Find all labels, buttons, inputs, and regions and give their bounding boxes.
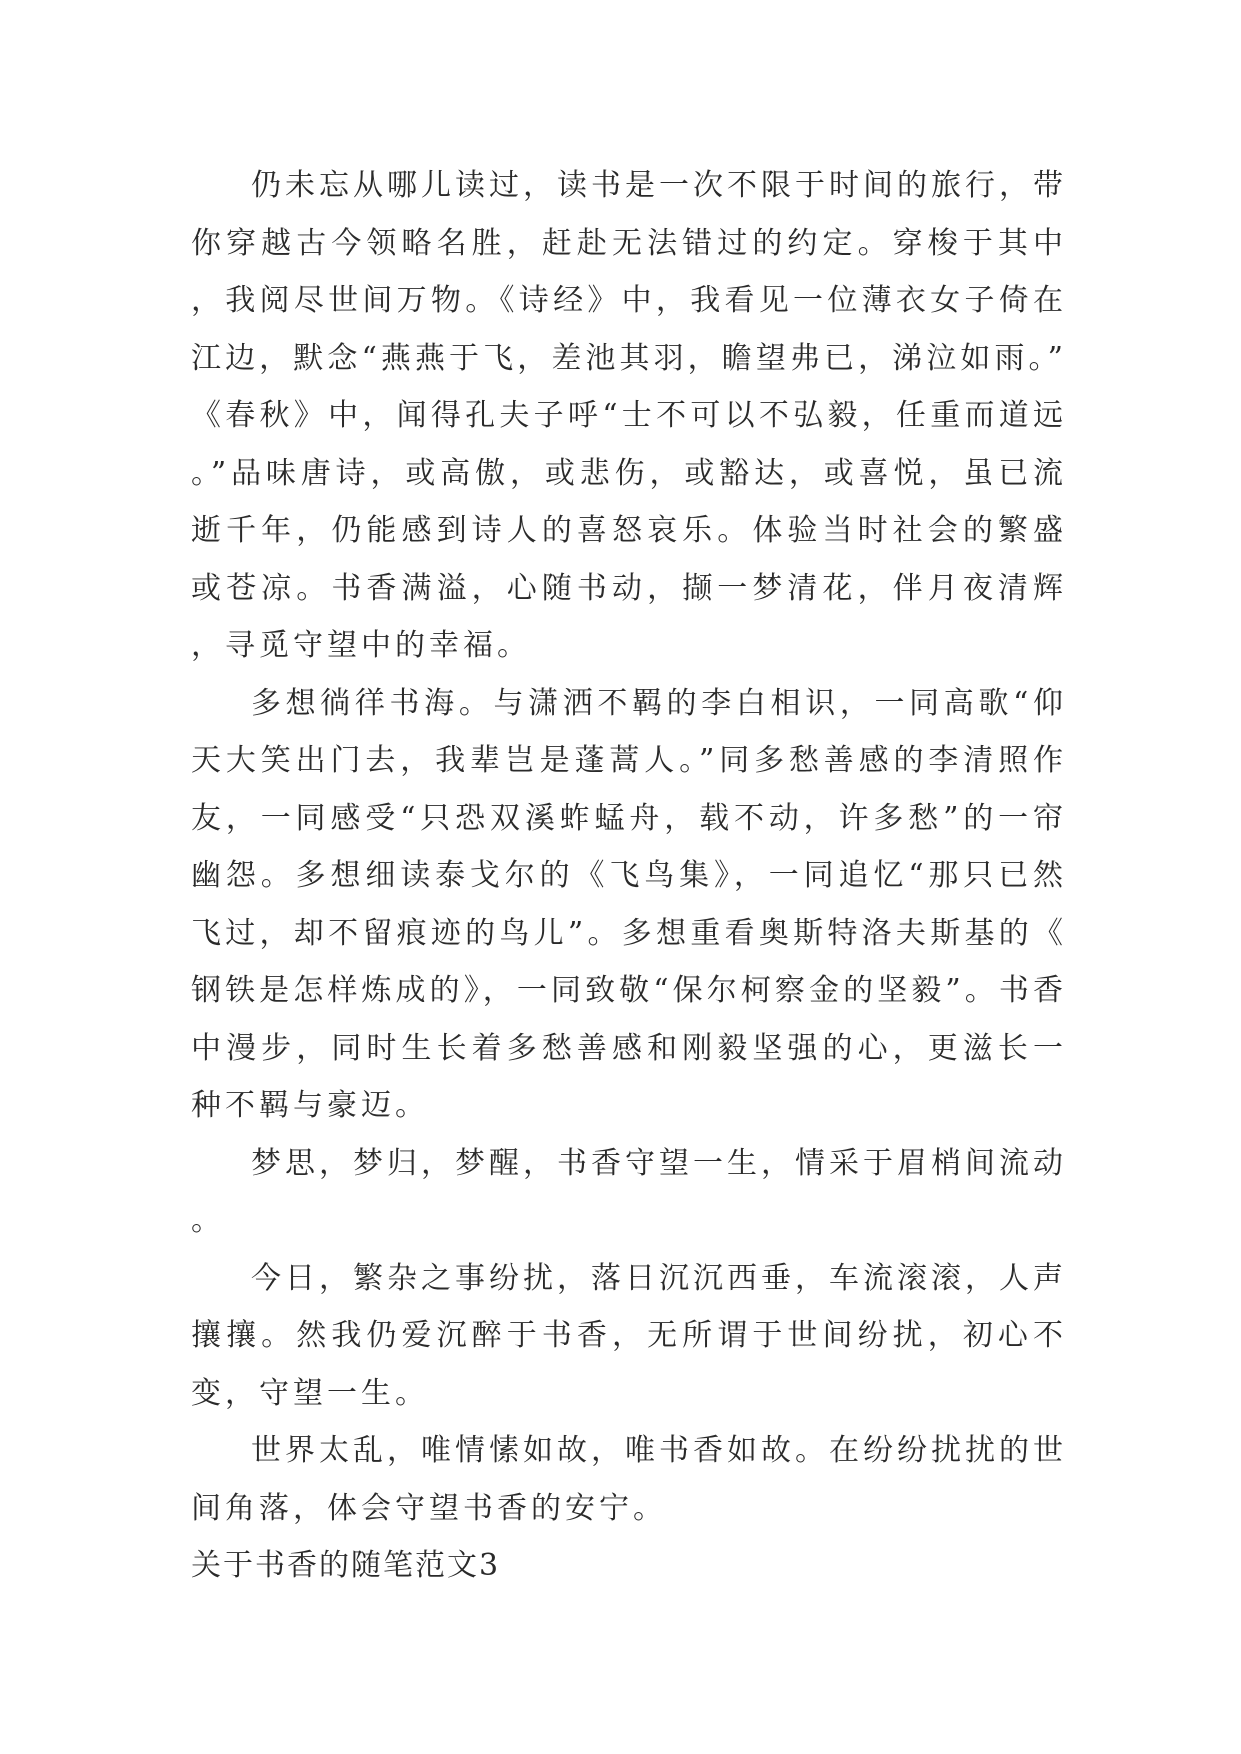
paragraph-3: 梦思，梦归，梦醒，书香守望一生，情采于眉梢间流动。 <box>191 1145 1067 1238</box>
section-heading: 关于书香的随笔范文3 <box>191 1548 501 1583</box>
document-body <box>191 157 1067 1595</box>
paragraph-5: 世界太乱，唯情愫如故，唯书香如故。在纷纷扰扰的世间角落，体会守望书香的安宁。 <box>191 1433 1067 1526</box>
paragraph-2: 多想徜徉书海。与潇洒不羁的李白相识，一同高歌“仰天大笑出门去，我辈岂是蓬蒿人。”同多愁善感的李清照作友，一同感受“只恐双溪蚱蜢舟，载不动，许多愁”的一帘幽怨。多想细读泰戈尔的《飞鸟集》，一同追忆“那只已然飞过，却不留痕迹的鸟儿”。多想重看奥斯特洛夫斯基的《钢铁是怎样炼成的》，一同致敬“保尔柯察金的坚毅”。书香中漫步，同时生长着多愁善感和刚毅坚强的心，更滋长一种不羁与豪迈。 <box>191 685 1067 1123</box>
paragraph-1: 仍未忘从哪儿读过，读书是一次不限于时间的旅行，带你穿越古今领略名胜，赶赴无法错过的约定。穿梭于其中，我阅尽世间万物。《诗经》中，我看见一位薄衣女子倚在江边，默念“燕燕于飞，差池其羽，瞻望弗已，涕泣如雨。”《春秋》中，闻得孔夫子呼“士不可以不弘毅，任重而道远。”品味唐诗，或高傲，或悲伤，或豁达，或喜悦，虽已流逝千年，仍能感到诗人的喜怒哀乐。体验当时社会的繁盛或苍凉。书香满溢，心随书动，撷一梦清花，伴月夜清辉，寻觅守望中的幸福。 <box>191 168 1067 663</box>
paragraph-4: 今日，繁杂之事纷扰，落日沉沉西垂，车流滚滚，人声攘攘。然我仍爱沉醉于书香，无所谓于世间纷扰，初心不变，守望一生。 <box>191 1260 1067 1411</box>
